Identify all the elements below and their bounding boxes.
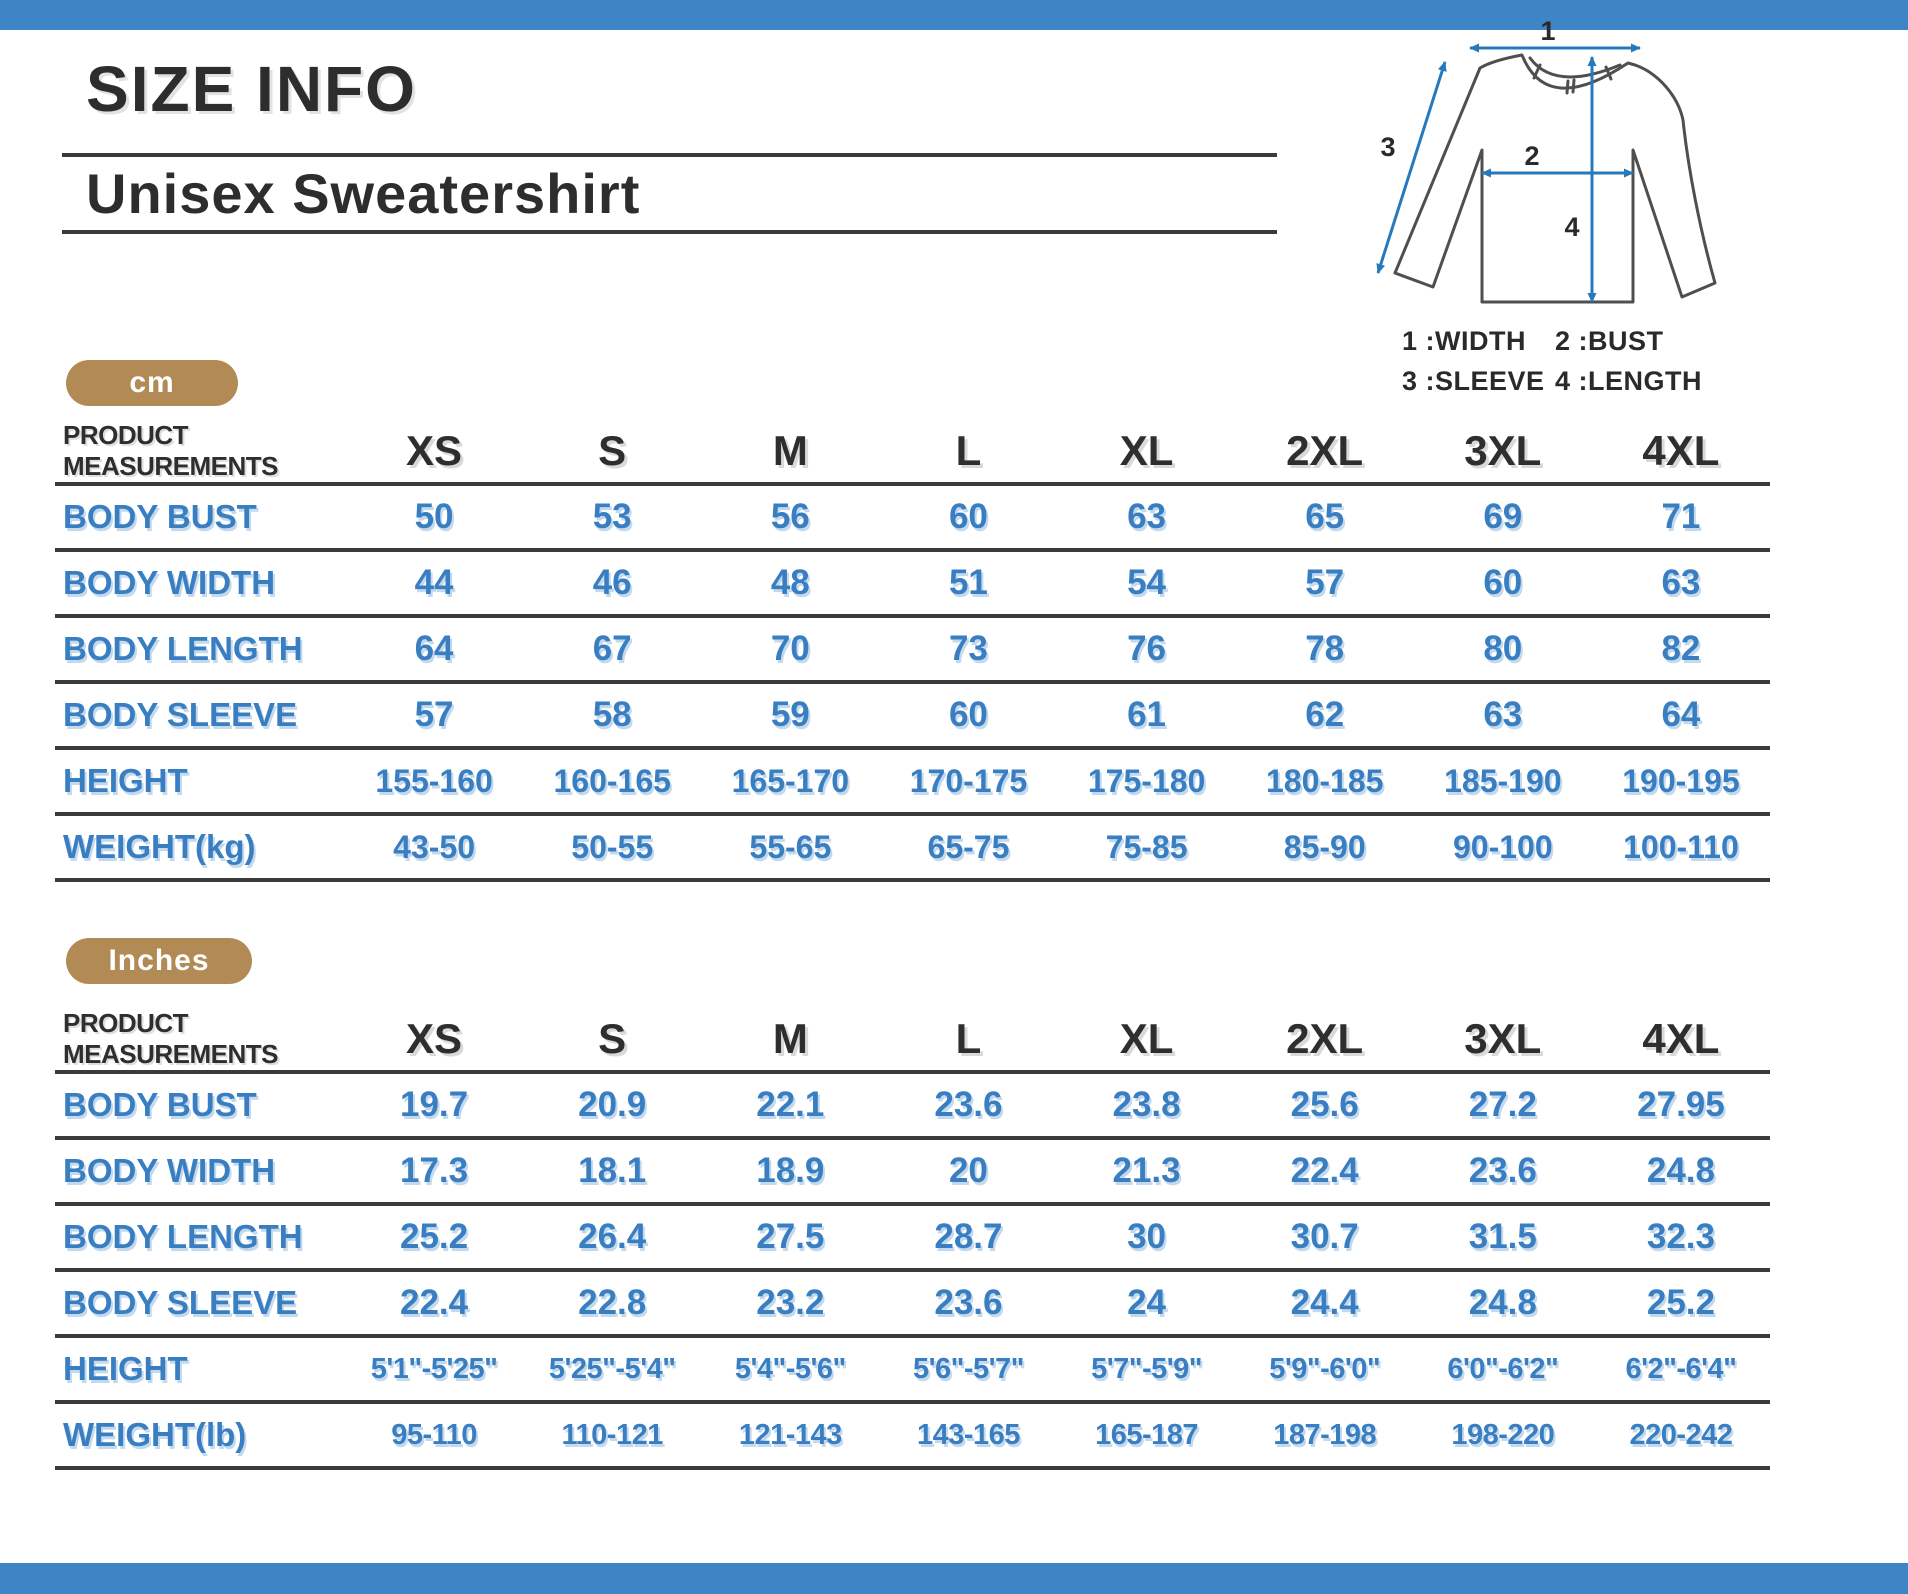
divider bbox=[62, 230, 1277, 234]
cell-value: 220-242 bbox=[1629, 1418, 1733, 1451]
cell-value: 43-50 bbox=[393, 828, 475, 865]
table-row bbox=[55, 1138, 1770, 1204]
cell-value: 24.8 bbox=[1646, 1151, 1715, 1190]
cell-value: 60 bbox=[948, 497, 988, 536]
cell-value: 60 bbox=[1483, 563, 1523, 602]
cell-value: 30.7 bbox=[1290, 1217, 1359, 1256]
row-label: BODY BUST bbox=[63, 498, 257, 535]
cell-value: 22.1 bbox=[756, 1085, 825, 1124]
cell-value: 17.3 bbox=[400, 1151, 469, 1190]
cell-value: 18.1 bbox=[578, 1151, 647, 1190]
cell-value: 19.7 bbox=[400, 1085, 469, 1124]
cell-value: 76 bbox=[1127, 629, 1167, 668]
col-header-size-s: S bbox=[523, 420, 701, 484]
table-row bbox=[55, 550, 1770, 616]
cell-value: 5'9"-6'0" bbox=[1269, 1352, 1381, 1385]
table-row bbox=[55, 748, 1770, 814]
diagram-legend bbox=[1402, 326, 1702, 397]
table-row bbox=[55, 1072, 1770, 1138]
cell-value: 54 bbox=[1127, 563, 1167, 602]
unit-badge-inches: Inches bbox=[66, 938, 252, 984]
cell-value: 6'2"-6'4" bbox=[1625, 1352, 1737, 1385]
marker-3-label: 3 bbox=[1380, 132, 1396, 162]
cell-value: 110-121 bbox=[561, 1418, 663, 1451]
col-header-size-3xl: 3XL bbox=[1414, 1008, 1592, 1072]
cell-value: 64 bbox=[1661, 695, 1701, 734]
cell-value: 25.2 bbox=[400, 1217, 469, 1256]
col-header-measurements: PRODUCT MEASUREMENTS bbox=[55, 1008, 345, 1072]
cell-value: 175-180 bbox=[1087, 762, 1206, 799]
cell-value: 155-160 bbox=[375, 762, 493, 799]
row-label: BODY LENGTH bbox=[63, 630, 303, 667]
divider bbox=[62, 153, 1277, 157]
cell-value: 22.4 bbox=[1290, 1151, 1359, 1190]
cell-value: 21.3 bbox=[1112, 1151, 1181, 1190]
cell-value: 26.4 bbox=[578, 1217, 647, 1256]
col-header-size-xs: XS bbox=[345, 420, 523, 484]
table-row bbox=[55, 1204, 1770, 1270]
cell-value: 90-100 bbox=[1452, 828, 1553, 865]
row-label: BODY SLEEVE bbox=[63, 1284, 298, 1321]
cell-value: 46 bbox=[592, 563, 632, 602]
cell-value: 143-165 bbox=[916, 1418, 1020, 1451]
cell-value: 63 bbox=[1661, 563, 1701, 602]
cell-value: 165-170 bbox=[731, 762, 850, 799]
table-row bbox=[55, 484, 1770, 550]
cell-value: 80 bbox=[1483, 629, 1523, 668]
row-label: BODY LENGTH bbox=[63, 1218, 303, 1255]
cell-value: 64 bbox=[414, 629, 454, 668]
col-header-size-2xl: 2XL bbox=[1236, 420, 1414, 484]
cell-value: 78 bbox=[1305, 629, 1345, 668]
col-header-size-2xl: 2XL bbox=[1236, 1008, 1414, 1072]
cell-value: 65 bbox=[1305, 497, 1345, 536]
cell-value: 22.8 bbox=[578, 1283, 647, 1322]
cell-value: 57 bbox=[1305, 563, 1345, 602]
cell-value: 63 bbox=[1127, 497, 1167, 536]
row-label: BODY SLEEVE bbox=[63, 696, 298, 733]
cell-value: 55-65 bbox=[749, 828, 832, 865]
table-row bbox=[55, 616, 1770, 682]
cell-value: 56 bbox=[770, 497, 810, 536]
cell-value: 65-75 bbox=[927, 828, 1010, 865]
cell-value: 71 bbox=[1661, 497, 1701, 536]
cell-value: 48 bbox=[770, 563, 810, 602]
cell-value: 73 bbox=[948, 629, 988, 668]
cell-value: 198-220 bbox=[1451, 1418, 1555, 1451]
cell-value: 20.9 bbox=[578, 1085, 647, 1124]
table-row bbox=[55, 1336, 1770, 1402]
cell-value: 5'25"-5'4" bbox=[548, 1352, 676, 1385]
cell-value: 63 bbox=[1483, 695, 1523, 734]
legend-item-sleeve: 3 :SLEEVE bbox=[1402, 366, 1545, 396]
cell-value: 50 bbox=[414, 497, 454, 536]
cell-value: 57 bbox=[414, 695, 454, 734]
legend-item-width: 1 :WIDTH bbox=[1402, 326, 1526, 356]
col-header-size-m: M bbox=[701, 1008, 879, 1072]
col-header-size-3xl: 3XL bbox=[1414, 420, 1592, 484]
cell-value: 60 bbox=[948, 695, 988, 734]
cell-value: 27.2 bbox=[1468, 1085, 1537, 1124]
cell-value: 23.6 bbox=[934, 1283, 1003, 1322]
cell-value: 27.95 bbox=[1637, 1085, 1725, 1124]
row-label: HEIGHT bbox=[63, 762, 188, 799]
row-label: WEIGHT(lb) bbox=[63, 1416, 247, 1453]
cell-value: 185-190 bbox=[1444, 762, 1562, 799]
col-header-size-xs: XS bbox=[345, 1008, 523, 1072]
col-header-size-m: M bbox=[701, 420, 879, 484]
cell-value: 61 bbox=[1127, 695, 1167, 734]
table-row bbox=[55, 1402, 1770, 1468]
size-table-inches bbox=[55, 1008, 1770, 1470]
marker-2-label: 2 bbox=[1524, 141, 1540, 171]
cell-value: 31.5 bbox=[1468, 1217, 1537, 1256]
cell-value: 121-143 bbox=[738, 1418, 842, 1451]
size-table-cm bbox=[55, 420, 1770, 882]
cell-value: 5'4"-5'6" bbox=[734, 1352, 846, 1385]
row-label: BODY BUST bbox=[63, 1086, 257, 1123]
sweatshirt-measure-diagram-icon bbox=[1318, 18, 1778, 318]
cell-value: 24 bbox=[1127, 1283, 1167, 1322]
marker-4-label: 4 bbox=[1564, 212, 1580, 242]
col-header-size-xl: XL bbox=[1058, 420, 1236, 484]
cell-value: 187-198 bbox=[1273, 1418, 1377, 1451]
col-header-size-4xl: 4XL bbox=[1592, 420, 1770, 484]
row-label: BODY WIDTH bbox=[63, 1152, 276, 1189]
table-row bbox=[55, 1270, 1770, 1336]
cell-value: 53 bbox=[592, 497, 632, 536]
cell-value: 5'1"-5'25" bbox=[370, 1352, 498, 1385]
cell-value: 25.6 bbox=[1290, 1085, 1359, 1124]
cell-value: 6'0"-6'2" bbox=[1447, 1352, 1559, 1385]
cell-value: 62 bbox=[1305, 695, 1345, 734]
cell-value: 5'7"-5'9" bbox=[1091, 1352, 1203, 1385]
cell-value: 23.2 bbox=[756, 1283, 825, 1322]
cell-value: 44 bbox=[414, 563, 454, 602]
unit-badge-cm: cm bbox=[66, 360, 238, 406]
cell-value: 22.4 bbox=[400, 1283, 469, 1322]
cell-value: 180-185 bbox=[1265, 762, 1384, 799]
cell-value: 95-110 bbox=[391, 1418, 477, 1451]
cell-value: 59 bbox=[770, 695, 810, 734]
cell-value: 18.9 bbox=[756, 1151, 825, 1190]
header-row bbox=[55, 420, 1770, 484]
cell-value: 5'6"-5'7" bbox=[912, 1352, 1024, 1385]
page-title: SIZE INFO bbox=[86, 53, 417, 125]
cell-value: 20 bbox=[948, 1151, 988, 1190]
legend-item-bust: 2 :BUST bbox=[1555, 326, 1664, 356]
table-row bbox=[55, 814, 1770, 880]
legend-item-length: 4 :LENGTH bbox=[1555, 366, 1703, 396]
cell-value: 165-187 bbox=[1095, 1418, 1199, 1451]
cell-value: 190-195 bbox=[1622, 762, 1740, 799]
cell-value: 82 bbox=[1661, 629, 1701, 668]
cell-value: 100-110 bbox=[1623, 828, 1739, 865]
cell-value: 70 bbox=[770, 629, 810, 668]
col-header-size-l: L bbox=[879, 420, 1057, 484]
col-header-size-l: L bbox=[879, 1008, 1057, 1072]
cell-value: 24.8 bbox=[1468, 1283, 1537, 1322]
cell-value: 69 bbox=[1483, 497, 1523, 536]
cell-value: 58 bbox=[592, 695, 632, 734]
cell-value: 30 bbox=[1127, 1217, 1167, 1256]
table-row bbox=[55, 682, 1770, 748]
marker-1-label: 1 bbox=[1540, 18, 1556, 46]
row-label: BODY WIDTH bbox=[63, 564, 276, 601]
row-label: HEIGHT bbox=[63, 1350, 188, 1387]
cell-value: 50-55 bbox=[571, 828, 654, 865]
cell-value: 23.8 bbox=[1112, 1085, 1181, 1124]
cell-value: 23.6 bbox=[1468, 1151, 1537, 1190]
cell-value: 75-85 bbox=[1105, 828, 1188, 865]
product-name: Unisex Sweatershirt bbox=[86, 162, 641, 225]
cell-value: 32.3 bbox=[1646, 1217, 1715, 1256]
col-header-measurements: PRODUCT MEASUREMENTS bbox=[55, 420, 345, 484]
header-row bbox=[55, 1008, 1770, 1072]
cell-value: 160-165 bbox=[553, 762, 671, 799]
cell-value: 23.6 bbox=[934, 1085, 1003, 1124]
col-header-size-s: S bbox=[523, 1008, 701, 1072]
cell-value: 170-175 bbox=[909, 762, 1028, 799]
cell-value: 67 bbox=[592, 629, 632, 668]
cell-value: 25.2 bbox=[1646, 1283, 1715, 1322]
bottom-accent-bar bbox=[0, 1563, 1908, 1594]
cell-value: 85-90 bbox=[1283, 828, 1366, 865]
cell-value: 28.7 bbox=[934, 1217, 1003, 1256]
cell-value: 27.5 bbox=[756, 1217, 825, 1256]
col-header-size-4xl: 4XL bbox=[1592, 1008, 1770, 1072]
cell-value: 51 bbox=[948, 563, 988, 602]
row-label: WEIGHT(kg) bbox=[63, 828, 256, 865]
cell-value: 24.4 bbox=[1290, 1283, 1359, 1322]
sweatshirt-outline bbox=[1395, 55, 1715, 302]
col-header-size-xl: XL bbox=[1058, 1008, 1236, 1072]
